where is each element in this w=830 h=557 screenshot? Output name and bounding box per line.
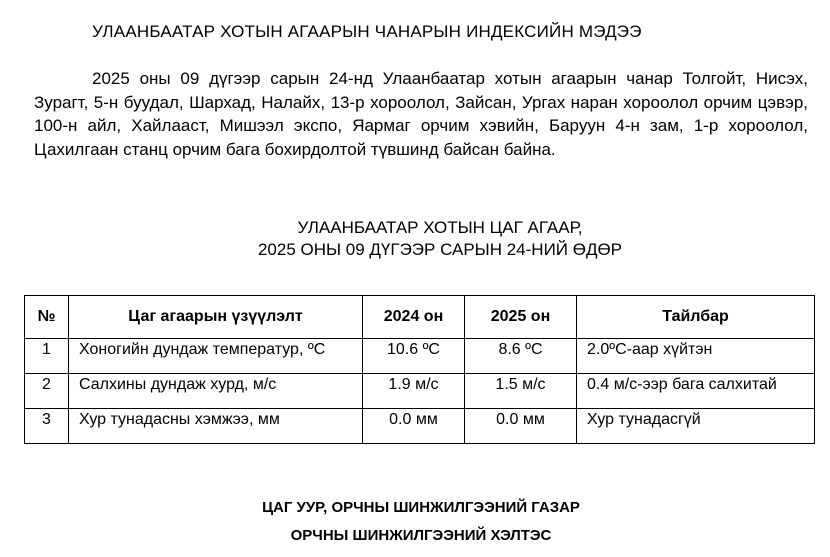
row-indicator: Хоногийн дундаж температур, ºС [69, 339, 363, 374]
footer-department: ОРЧНЫ ШИНЖИЛГЭЭНИЙ ХЭЛТЭС [290, 527, 552, 544]
row-note: 2.0ºС-аар хүйтэн [577, 339, 815, 374]
header-note: Тайлбар [577, 296, 815, 339]
row-note: Хур тунадасгүй [577, 409, 815, 444]
header-number: № [25, 296, 69, 339]
row-value-2024: 0.0 мм [363, 409, 465, 444]
table-row [25, 374, 815, 409]
row-value-2025: 1.5 м/с [465, 374, 577, 409]
weather-table [24, 295, 815, 444]
table-header-row [25, 296, 815, 339]
row-indicator: Хур тунадасны хэмжээ, мм [69, 409, 363, 444]
subheading-line-1: УЛААНБААТАР ХОТЫН ЦАГ АГААР, [297, 218, 583, 237]
weather-subheading [0, 217, 830, 261]
row-value-2025: 0.0 мм [465, 409, 577, 444]
header-indicator: Цаг агаарын үзүүлэлт [69, 296, 363, 339]
row-indicator: Салхины дундаж хурд, м/с [69, 374, 363, 409]
header-2024: 2024 он [363, 296, 465, 339]
table-row [25, 339, 815, 374]
row-value-2024: 10.6 ºС [363, 339, 465, 374]
summary-paragraph: 2025 оны 09 дүгээр сарын 24-нд Улаанбаатар хотын агаарын чанар Толгойт, Нисэх, Зурагт, 5-н буудал, Шархад, Налайх, 13-р хороолол, Зайсан, Ургах наран хороолол орчим цэвэр, 100-н айл, Хайлааст, Мишээл экспо, Яармаг орчим хэвийн, Баруун 4-н зам, 1-р хороолол, Цахилгаан станц орчим бага бохирдолтой түвшинд байсан байна. [34, 69, 808, 159]
table-row [25, 409, 815, 444]
row-note: 0.4 м/с-ээр бага салхитай [577, 374, 815, 409]
footer-agency: ЦАГ УУР, ОРЧНЫ ШИНЖИЛГЭЭНИЙ ГАЗАР [262, 499, 580, 516]
row-number: 2 [25, 374, 69, 409]
document-title: УЛААНБААТАР ХОТЫН АГААРЫН ЧАНАРЫН ИНДЕКСИЙН МЭДЭЭ [92, 22, 642, 41]
row-number: 3 [25, 409, 69, 444]
row-value-2025: 8.6 ºС [465, 339, 577, 374]
row-number: 1 [25, 339, 69, 374]
subheading-line-2: 2025 ОНЫ 09 ДҮГЭЭР САРЫН 24-НИЙ ӨДӨР [257, 240, 623, 259]
row-value-2024: 1.9 м/с [363, 374, 465, 409]
header-2025: 2025 он [465, 296, 577, 339]
